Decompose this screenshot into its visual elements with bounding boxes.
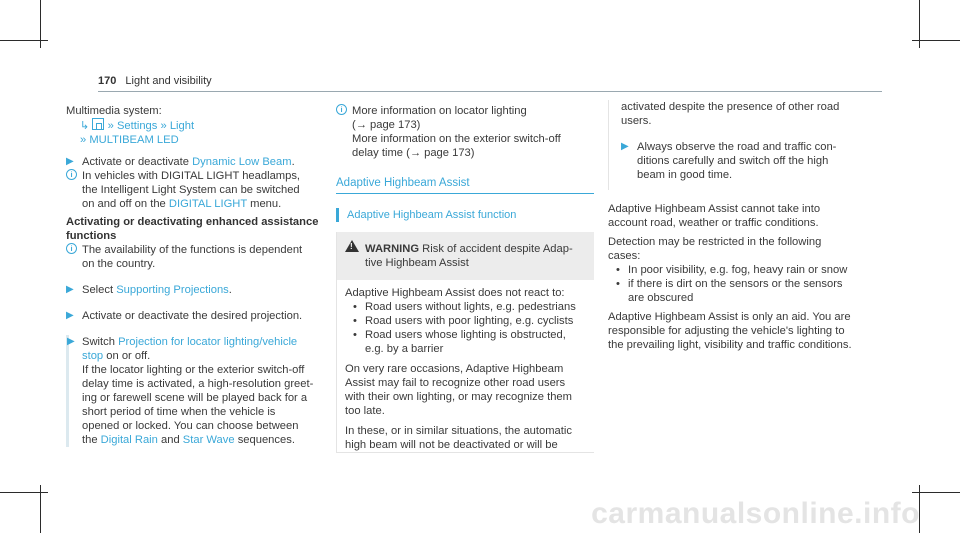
note-availability: i The availability of the functions is dependent on the country. xyxy=(66,243,322,271)
column-3: activated despite the presence of other road users. ▶ Always observe the road and traffic con- ditions carefully and switch off the high beam in good time. Adaptive Highbeam Assist cannot take into account road, weather or traffic conditions. Detection may be restricted in the following cases: • In poor visibility, e.g. fog, heavy rain or snow • if there is dirt on the sensors or the sensors are obscured Adaptive Highbeam Assist is only an aid. You are responsible for adjusting the vehicle's lighting to the prevailing light, visibility and traffic conditions. xyxy=(608,100,866,352)
page-ref[interactable]: (→ page 173) xyxy=(352,119,421,131)
page-header xyxy=(98,74,212,88)
warning-triangle-icon xyxy=(345,240,359,252)
projection-stop-link[interactable]: stop xyxy=(82,350,104,362)
dynamic-low-beam-link[interactable]: Dynamic Low Beam xyxy=(192,156,292,168)
step-arrow-icon: ▶ xyxy=(66,156,74,167)
list-item: • Road users whose lighting is obstructed, xyxy=(345,328,590,342)
step-observe-road: ▶ Always observe the road and traffic con- ditions carefully and switch off the high beam in good time. xyxy=(621,141,837,181)
return-arrow-icon: ↳ xyxy=(80,120,90,132)
step-arrow-icon: ▶ xyxy=(66,310,74,321)
note-digital-light: i In vehicles with DIGITAL LIGHT headlamps, the Intelligent Light System can be switched on and off on the DIGITAL LIGHT menu. xyxy=(66,169,322,211)
step-arrow-icon: ▶ xyxy=(621,141,629,152)
step-dynamic-low-beam: ▶ Activate or deactivate Dynamic Low Beam. xyxy=(66,156,295,168)
list-item: • Road users without lights, e.g. pedestrians xyxy=(345,300,590,314)
menu-multibeam[interactable]: MULTIBEAM LED xyxy=(89,134,179,146)
subheading: Activating or deactivating enhanced assistance xyxy=(66,216,319,228)
column-1: Multimedia system: ↳ » Settings » Light » MULTIBEAM LED ▶ Activate or deactivate Dynamic Low Beam. i In vehicles with DIGITAL LIGHT headlamps, the Intelligent Light System can be switched on and off on the DIGITAL LIGHT menu. Activating or deactivating enhanced assistance functions i The availability of the functions is dependent on the country. ▶ Select Supporting Projections. ▶ Activate or deactivate the desired projection. ▶ Switch Projection for locator lighting/vehicle stop on or off. If the locator lighting or the exterior switch-off delay time is activated, a high-resolution greet- ing or farewell scene will be played back for a short period of time when the vehicle is opened or locked. You can choose between the Digital Rain and Star Wave sequences. xyxy=(66,104,322,447)
menu-path-2 xyxy=(66,133,322,147)
crop-mark xyxy=(40,0,41,48)
step-switch-block xyxy=(66,335,322,447)
crop-mark xyxy=(919,0,920,48)
chevron-icon: » xyxy=(80,134,87,146)
menu-path xyxy=(66,118,322,133)
step-arrow-icon: ▶ xyxy=(66,284,74,295)
home-icon xyxy=(92,118,104,130)
supporting-projections-link[interactable]: Supporting Projections xyxy=(116,284,229,296)
column-2 xyxy=(336,104,594,453)
page-ref[interactable]: delay time (→ page 173) xyxy=(352,147,475,159)
list-item: • In poor visibility, e.g. fog, heavy rain or snow xyxy=(608,263,866,277)
note-more-info: i More information on locator lighting (→ page 173) More information on the exterior switch-off delay time (→ page 173) xyxy=(336,104,594,160)
warning-box: ! WARNING Risk of accident despite Adap- tive Highbeam Assist Adaptive Highbeam Assist does not react to: • Road users without lights, e.g. pedestrians • Road users with poor lighting, e.g. cyclists • Road users whose lighting is obstructed, e.g. by a barrier On very rare occasions, Adaptive Highbeam Assist may fail to recognize other road users with their own lighting, or may recognize them too late. In these, or in similar situations, the automatic high beam will not be deactivated or will be xyxy=(336,232,594,453)
step-toggle-projection: ▶ Activate or deactivate the desired projection. xyxy=(66,310,303,322)
page-title: Light and visibility xyxy=(125,75,212,87)
step-switch-projection: ▶ Switch Projection for locator lighting/vehicle stop on or off. If the locator lighting or the exterior switch-off delay time is activated, a high-resolution greet- ing or farewell scene will be played back for a short period of time when the vehicle is opened or locked. You can choose between the Digital Rain and Star Wave sequences. xyxy=(67,336,314,446)
list-item-cont: e.g. by a barrier xyxy=(365,343,444,355)
info-icon: i xyxy=(66,243,77,254)
chevron-icon: » xyxy=(160,120,167,132)
star-wave-link[interactable]: Star Wave xyxy=(182,434,235,446)
chevron-icon: » xyxy=(107,120,114,132)
menu-settings[interactable]: Settings xyxy=(116,120,158,132)
crop-mark xyxy=(40,485,41,533)
section-subtitle: Adaptive Highbeam Assist function xyxy=(336,208,594,222)
list-item: • if there is dirt on the sensors or the sensors xyxy=(608,277,866,291)
digital-light-link[interactable]: DIGITAL LIGHT xyxy=(168,198,248,210)
menu-light[interactable]: Light xyxy=(169,120,195,132)
info-icon: i xyxy=(336,104,347,115)
info-icon: i xyxy=(66,169,77,180)
projection-locator-link[interactable]: Projection for locator lighting/vehicle xyxy=(118,336,298,348)
warning-label: WARNING xyxy=(365,243,420,255)
section-title: Adaptive Highbeam Assist xyxy=(336,176,594,194)
warning-continuation: activated despite the presence of other road users. ▶ Always observe the road and traffic con- ditions carefully and switch off the high beam in good time. xyxy=(608,100,866,190)
digital-rain-link[interactable]: Digital Rain xyxy=(100,434,158,446)
watermark: carmanualsonline.info xyxy=(591,497,920,530)
list-item-cont: are obscured xyxy=(628,292,694,304)
step-arrow-icon: ▶ xyxy=(67,336,75,347)
warning-header: ! WARNING Risk of accident despite Adap- tive Highbeam Assist xyxy=(337,232,594,280)
menu-path-label: Multimedia system: xyxy=(66,105,162,117)
list-item: • Road users with poor lighting, e.g. cyclists xyxy=(345,314,590,328)
header-rule xyxy=(98,91,882,92)
page-number: 170 xyxy=(98,75,117,87)
step-select-projections: ▶ Select Supporting Projections. xyxy=(66,284,232,296)
